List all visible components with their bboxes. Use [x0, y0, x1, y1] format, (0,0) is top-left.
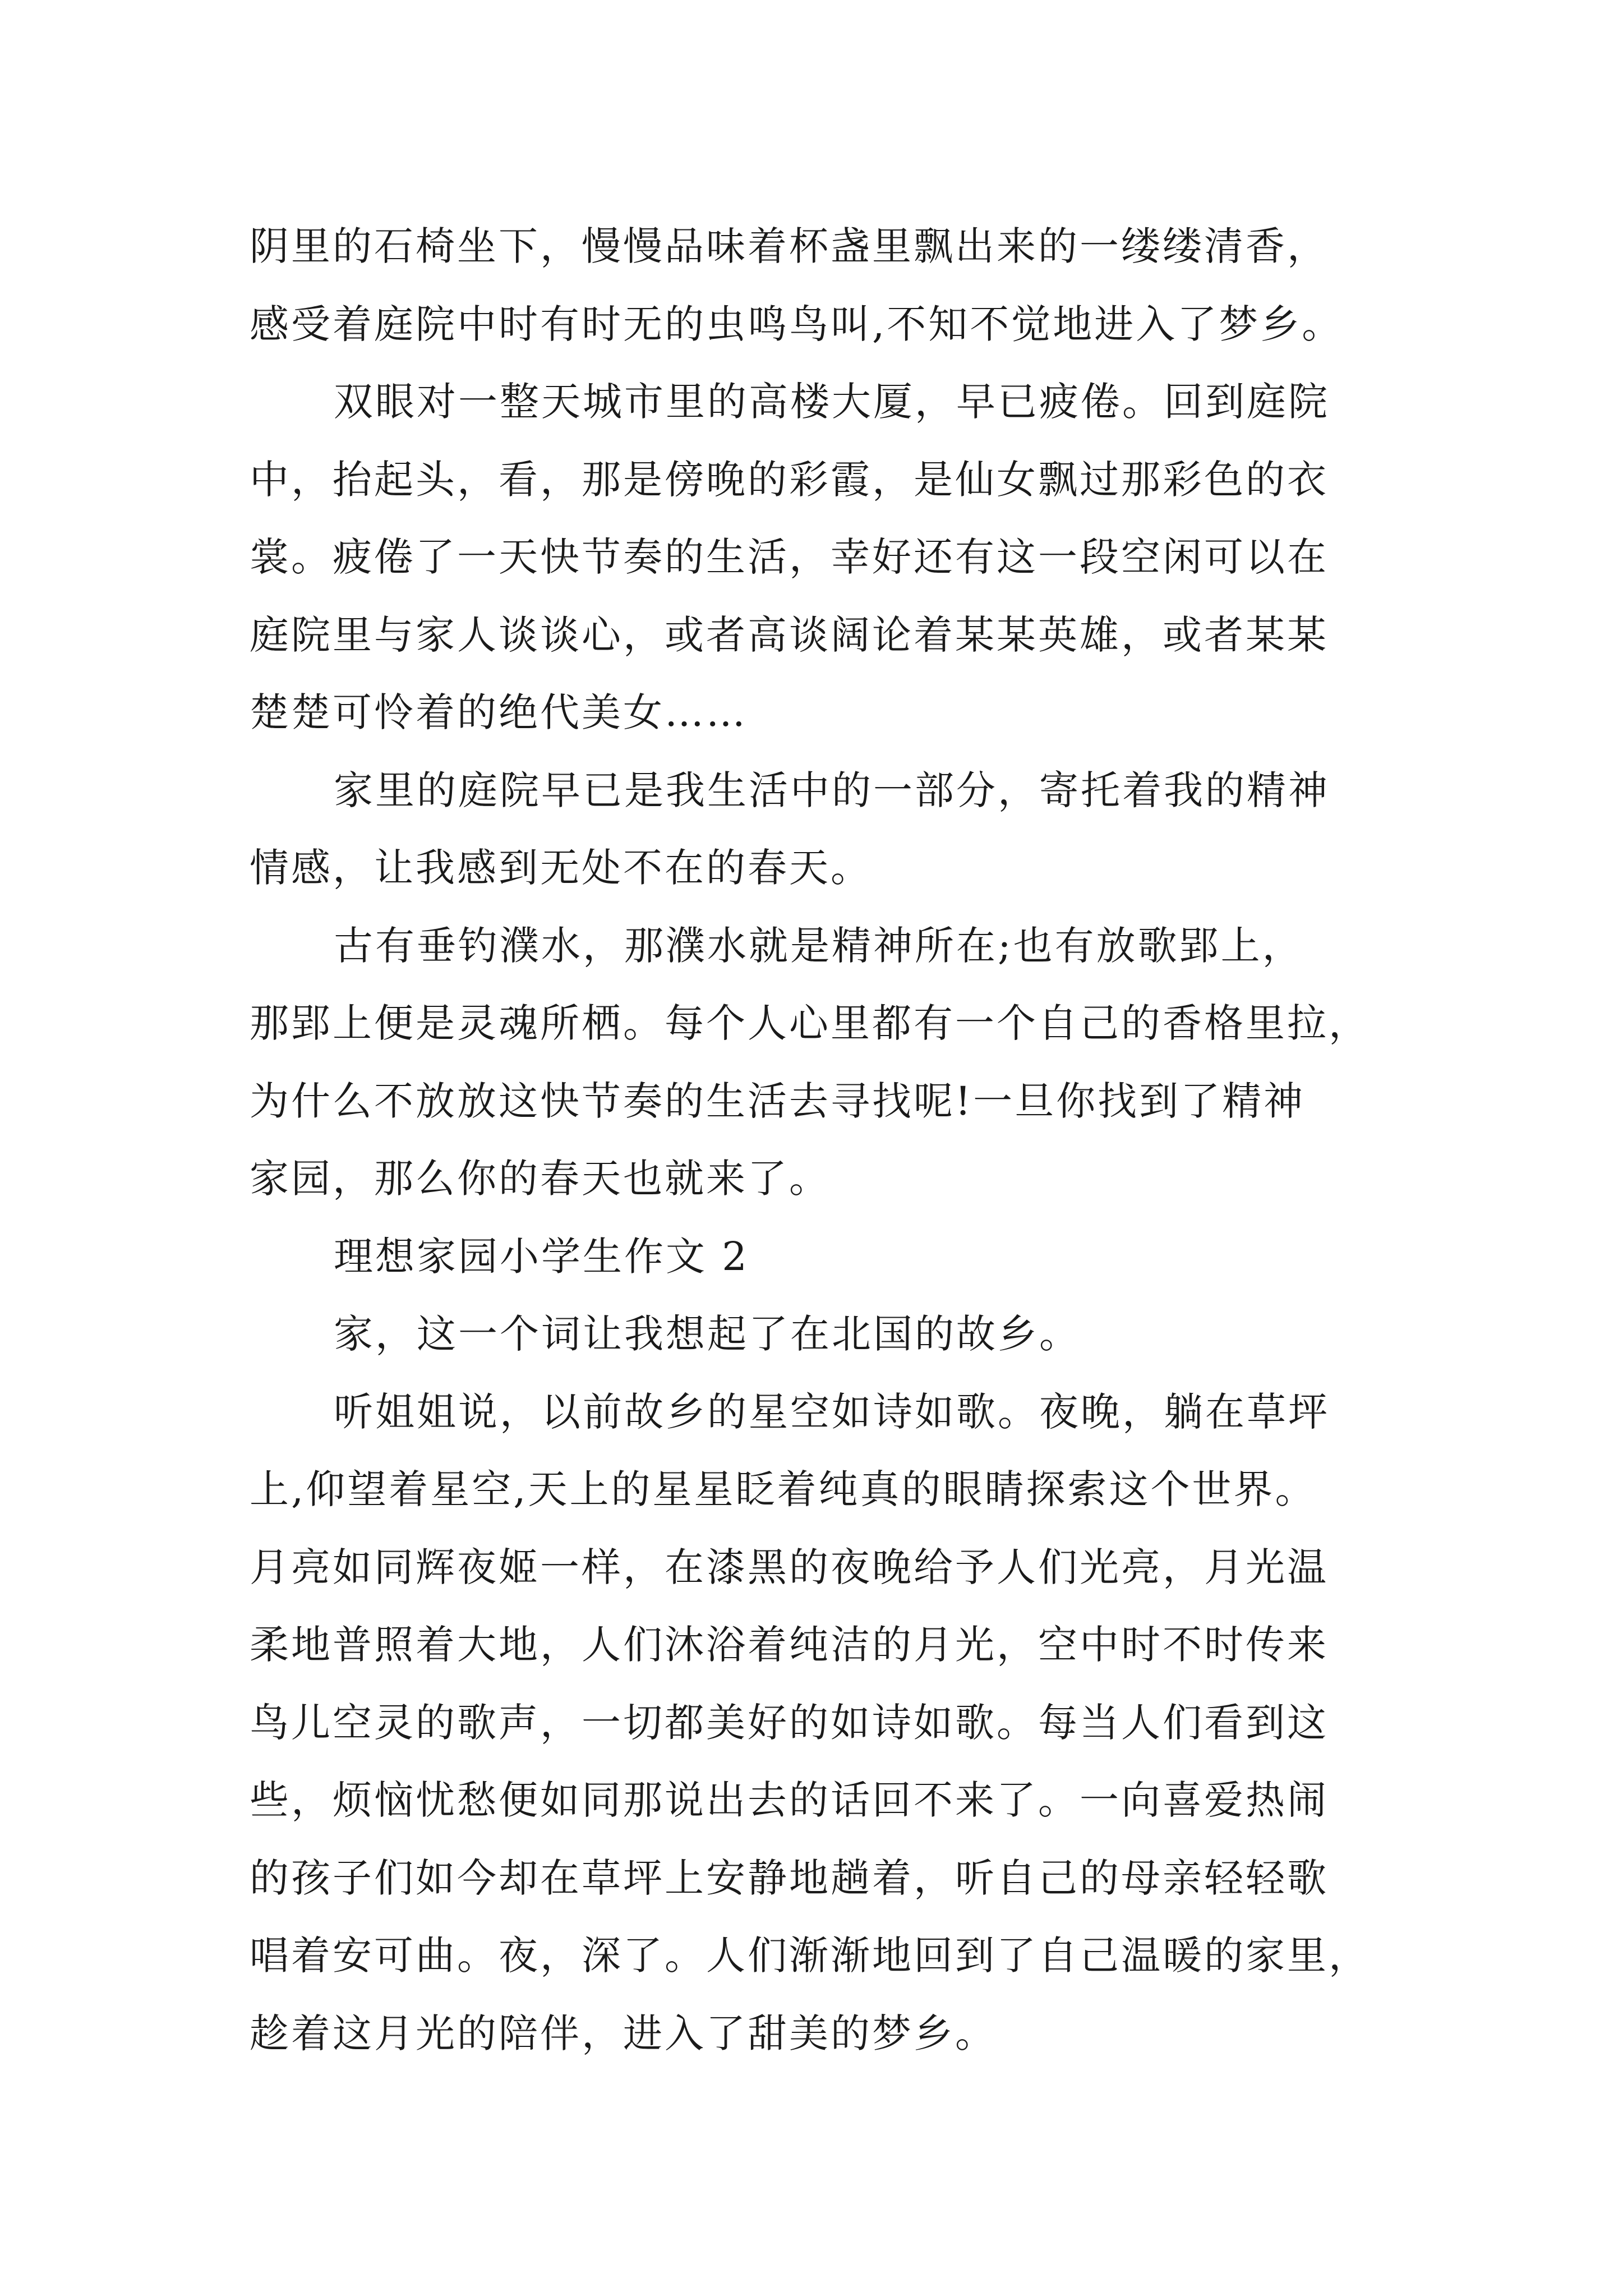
- text-line: 月亮如同辉夜姬一样，在漆黑的夜晚给予人们光亮，月光温: [250, 1544, 1329, 1590]
- text-line: 感受着庭院中时有时无的虫鸣鸟叫,不知不觉地进入了梦乡。: [250, 301, 1344, 347]
- text-line: 听姐姐说，以前故乡的星空如诗如歌。夜晚，躺在草坪: [334, 1388, 1330, 1435]
- text-line: 柔地普照着大地，人们沐浴着纯洁的月光，空中时不时传来: [250, 1622, 1329, 1668]
- text-line: 家园，那么你的春天也就来了。: [250, 1156, 831, 1202]
- text-line: 古有垂钓濮水，那濮水就是精神所在;也有放歌郢上，: [334, 922, 1304, 969]
- document-body: [250, 208, 1377, 2072]
- text-line: 情感，让我感到无处不在的春天。: [250, 845, 872, 891]
- text-line: 的孩子们如今却在草坪上安静地趟着，听自己的母亲轻轻歌: [250, 1855, 1329, 1901]
- text-line: 家里的庭院早已是我生活中的一部分，寄托着我的精神: [334, 767, 1330, 813]
- text-line: 中，抬起头，看，那是傍晚的彩霞，是仙女飘过那彩色的衣: [250, 456, 1329, 503]
- text-line: 那郢上便是灵魂所栖。每个人心里都有一个自己的香格里拉，: [250, 1000, 1370, 1046]
- text-line: 裳。疲倦了一天快节奏的生活，幸好还有这一段空闲可以在: [250, 534, 1329, 580]
- text-line: 鸟儿空灵的歌声，一切都美好的如诗如歌。每当人们看到这: [250, 1699, 1329, 1746]
- text-line: 阴里的石椅坐下，慢慢品味着杯盏里飘出来的一缕缕清香，: [250, 223, 1329, 269]
- text-line: 庭院里与家人谈谈心，或者高谈阔论着某某英雄，或者某某: [250, 611, 1329, 658]
- text-line: 上,仰望着星空,天上的星星眨着纯真的眼睛探索这个世界。: [250, 1466, 1317, 1512]
- text-line: 唱着安可曲。夜，深了。人们渐渐地回到了自己温暖的家里，: [250, 1932, 1370, 1978]
- text-line: 些，烦恼忧愁便如同那说出去的话回不来了。一向喜爱热闹: [250, 1777, 1329, 1823]
- text-line: 楚楚可怜着的绝代美女……: [250, 689, 748, 735]
- text-line: 趁着这月光的陪伴，进入了甜美的梦乡。: [250, 2010, 997, 2056]
- text-line: 为什么不放放这快节奏的生活去寻找呢!一旦你找到了精神: [250, 1078, 1306, 1124]
- text-line: 家，这一个词让我想起了在北国的故乡。: [334, 1311, 1081, 1357]
- section-heading: 理想家园小学生作文 2: [334, 1233, 749, 1280]
- text-line: 双眼对一整天城市里的高楼大厦，早已疲倦。回到庭院: [334, 379, 1330, 425]
